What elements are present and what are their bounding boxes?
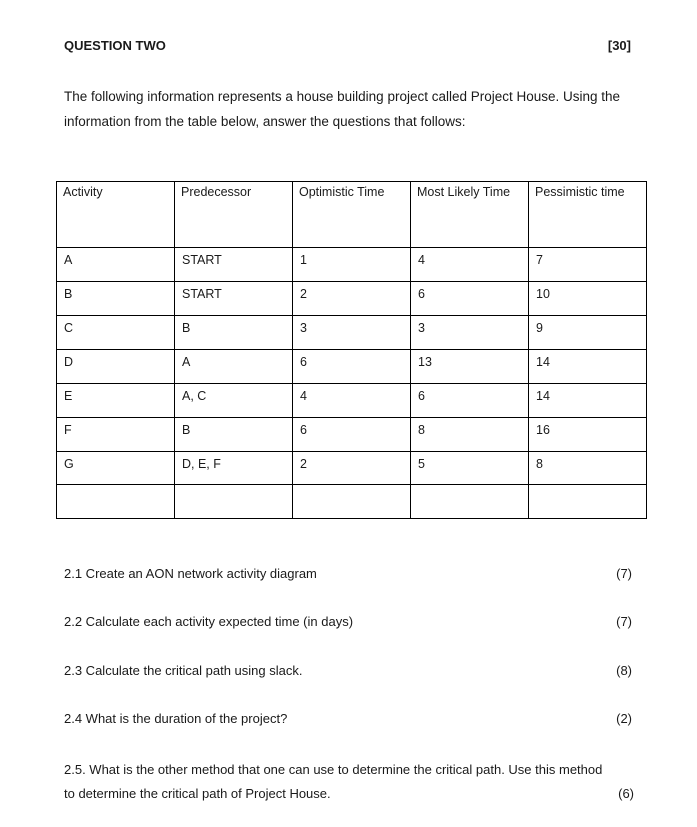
- table-cell: A: [57, 248, 175, 282]
- header-optimistic-time: Optimistic Time: [293, 182, 411, 248]
- table-cell: 9: [529, 316, 647, 350]
- question-2-3: [64, 663, 632, 681]
- table-cell: A: [175, 350, 293, 384]
- table-cell: [175, 485, 293, 519]
- table-cell: 1: [293, 248, 411, 282]
- table-cell: 16: [529, 418, 647, 452]
- table-cell: START: [175, 248, 293, 282]
- table-row: [57, 248, 647, 282]
- table-cell: 7: [529, 248, 647, 282]
- table-cell: B: [57, 282, 175, 316]
- table-row-empty: [57, 485, 647, 519]
- header-pessimistic-time: Pessimistic time: [529, 182, 647, 248]
- table-row: [57, 316, 647, 350]
- table-cell: 3: [411, 316, 529, 350]
- table-cell: 6: [293, 418, 411, 452]
- question-marks: (7): [616, 566, 632, 581]
- table-cell: A, C: [175, 384, 293, 418]
- question-marks: (6): [618, 786, 634, 801]
- header-activity: Activity: [57, 182, 175, 248]
- table-cell: 6: [411, 282, 529, 316]
- project-table: [56, 181, 647, 519]
- table-cell: 2: [293, 452, 411, 485]
- question-marks: (8): [616, 663, 632, 678]
- question-text: 2.3 Calculate the critical path using slack.: [64, 663, 303, 678]
- table-cell: E: [57, 384, 175, 418]
- question-text: 2.1 Create an AON network activity diagram: [64, 566, 317, 581]
- table-cell: 6: [293, 350, 411, 384]
- question-2-2: [64, 614, 632, 632]
- table-cell: [411, 485, 529, 519]
- table-row: [57, 384, 647, 418]
- table-cell: B: [175, 316, 293, 350]
- question-2-1: [64, 566, 632, 584]
- question-2-5: [64, 758, 634, 806]
- question-heading: [64, 38, 631, 56]
- total-marks: [30]: [607, 38, 631, 53]
- intro-paragraph: The following information represents a house building project called Project House. Using the information from the table below, answer the questions that follows:: [64, 89, 621, 129]
- table-row: [57, 350, 647, 384]
- table-cell: 3: [293, 316, 411, 350]
- question-marks: (7): [616, 614, 632, 629]
- table-cell: 13: [411, 350, 529, 384]
- table-cell: [57, 485, 175, 519]
- table-cell: 4: [411, 248, 529, 282]
- question-line-2-row: [64, 782, 634, 806]
- table-cell: [529, 485, 647, 519]
- table-cell: 10: [529, 282, 647, 316]
- question-marks: (2): [616, 711, 632, 726]
- table-cell: 14: [529, 384, 647, 418]
- question-text-line-1: 2.5. What is the other method that one can use to determine the critical path. Use this method: [64, 762, 603, 777]
- table-cell: START: [175, 282, 293, 316]
- header-predecessor: Predecessor: [175, 182, 293, 248]
- table-cell: C: [57, 316, 175, 350]
- table-row: [57, 452, 647, 485]
- table-cell: 2: [293, 282, 411, 316]
- header-most-likely-time: Most Likely Time: [411, 182, 529, 248]
- question-text: 2.4 What is the duration of the project?: [64, 711, 288, 726]
- table-cell: D, E, F: [175, 452, 293, 485]
- table-row: [57, 282, 647, 316]
- table-cell: 4: [293, 384, 411, 418]
- question-2-4: [64, 711, 632, 729]
- question-title: QUESTION TWO: [64, 38, 166, 53]
- table-cell: 5: [411, 452, 529, 485]
- table-cell: 14: [529, 350, 647, 384]
- table-cell: 8: [529, 452, 647, 485]
- table-cell: F: [57, 418, 175, 452]
- table-cell: [293, 485, 411, 519]
- table-cell: 6: [411, 384, 529, 418]
- table-row: [57, 418, 647, 452]
- table-header-row: [57, 182, 647, 248]
- table-cell: G: [57, 452, 175, 485]
- table-cell: B: [175, 418, 293, 452]
- table-cell: 8: [411, 418, 529, 452]
- table-cell: D: [57, 350, 175, 384]
- question-text-line-2: to determine the critical path of Project House.: [64, 786, 331, 801]
- question-text: 2.2 Calculate each activity expected time (in days): [64, 614, 354, 629]
